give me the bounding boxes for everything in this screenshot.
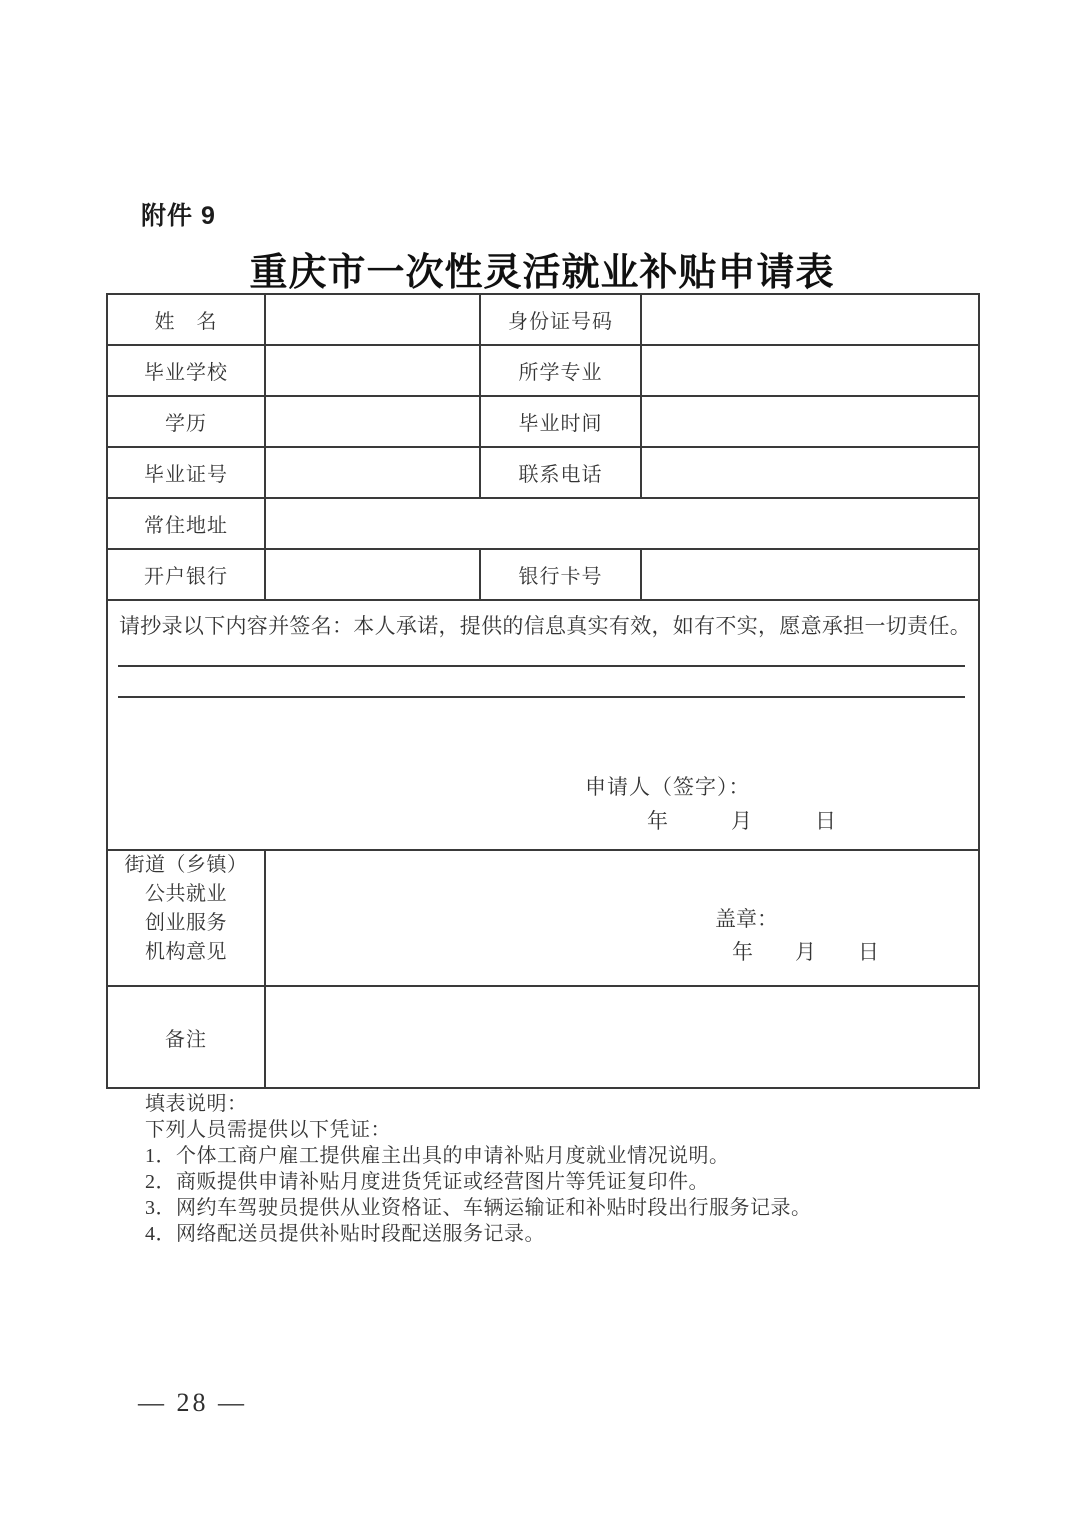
notes-subheading: 下列人员需提供以下凭证： [145,1119,391,1141]
remarks-label: 备注 [107,986,265,1088]
field-value-id-number [641,294,979,345]
agency-label-line-3: 创业服务 [145,912,227,934]
table-row-education-gradtime [107,396,979,447]
notes-heading: 填表说明： [145,1093,248,1115]
page-number: — 28 — [138,1388,247,1417]
agency-opinion-area [265,850,979,986]
field-value-major [641,345,979,396]
field-label-bank: 开户银行 [107,549,265,600]
field-label-phone: 联系电话 [480,447,641,498]
note-item-1: 1．个体工商户雇工提供雇主出具的申请补贴月度就业情况说明。 [145,1145,730,1167]
field-value-graduation-school [265,345,480,396]
seal-label: 盖章： [715,907,778,931]
field-value-diploma-number [265,447,480,498]
table-row-diploma-phone [107,447,979,498]
applicant-date-placeholder: 年 月 日 [647,809,836,833]
field-label-major: 所学专业 [480,345,641,396]
field-value-bank-card [641,549,979,600]
field-value-phone [641,447,979,498]
attachment-label: 附件 9 [141,202,216,230]
table-row-remarks [107,986,979,1088]
filling-instructions [145,1091,812,1247]
field-value-name [265,294,480,345]
note-item-4: 4．网络配送员提供补贴时段配送服务记录。 [145,1223,545,1245]
field-value-education-level [265,396,480,447]
agency-opinion-label [107,850,265,986]
field-label-diploma-number: 毕业证号 [107,447,265,498]
form-title: 重庆市一次性灵活就业补贴申请表 [249,252,835,294]
agency-label-line-2: 公共就业 [145,883,227,905]
remarks-area [265,986,979,1088]
pledge-cell [107,600,979,850]
table-row-school-major [107,345,979,396]
field-label-address: 常住地址 [107,498,265,549]
table-row-pledge [107,600,979,850]
field-value-graduation-date [641,396,979,447]
application-form-table [106,293,980,1089]
handwriting-line-2 [118,696,965,698]
field-label-education-level: 学历 [107,396,265,447]
table-row-name-id [107,294,979,345]
seal-date-placeholder: 年 月 日 [732,940,879,964]
field-label-graduation-date: 毕业时间 [480,396,641,447]
field-value-address [265,498,979,549]
field-label-graduation-school: 毕业学校 [107,345,265,396]
field-value-bank [265,549,480,600]
applicant-signature-label: 申请人（签字）： [585,775,751,799]
table-row-address [107,498,979,549]
agency-label-line-4: 机构意见 [145,941,227,963]
note-item-3: 3．网约车驾驶员提供从业资格证、车辆运输证和补贴时段出行服务记录。 [145,1197,812,1219]
table-row-agency-opinion [107,850,979,986]
handwriting-line-1 [118,665,965,667]
table-row-bank [107,549,979,600]
pledge-instruction: 请抄录以下内容并签名：本人承诺，提供的信息真实有效，如有不实，愿意承担一切责任。 [119,614,971,638]
note-item-2: 2．商贩提供申请补贴月度进货凭证或经营图片等凭证复印件。 [145,1171,709,1193]
agency-label-line-1: 街道（乡镇） [124,854,248,876]
field-label-id-number: 身份证号码 [480,294,641,345]
field-label-bank-card: 银行卡号 [480,549,641,600]
field-label-name: 姓 名 [107,294,265,345]
